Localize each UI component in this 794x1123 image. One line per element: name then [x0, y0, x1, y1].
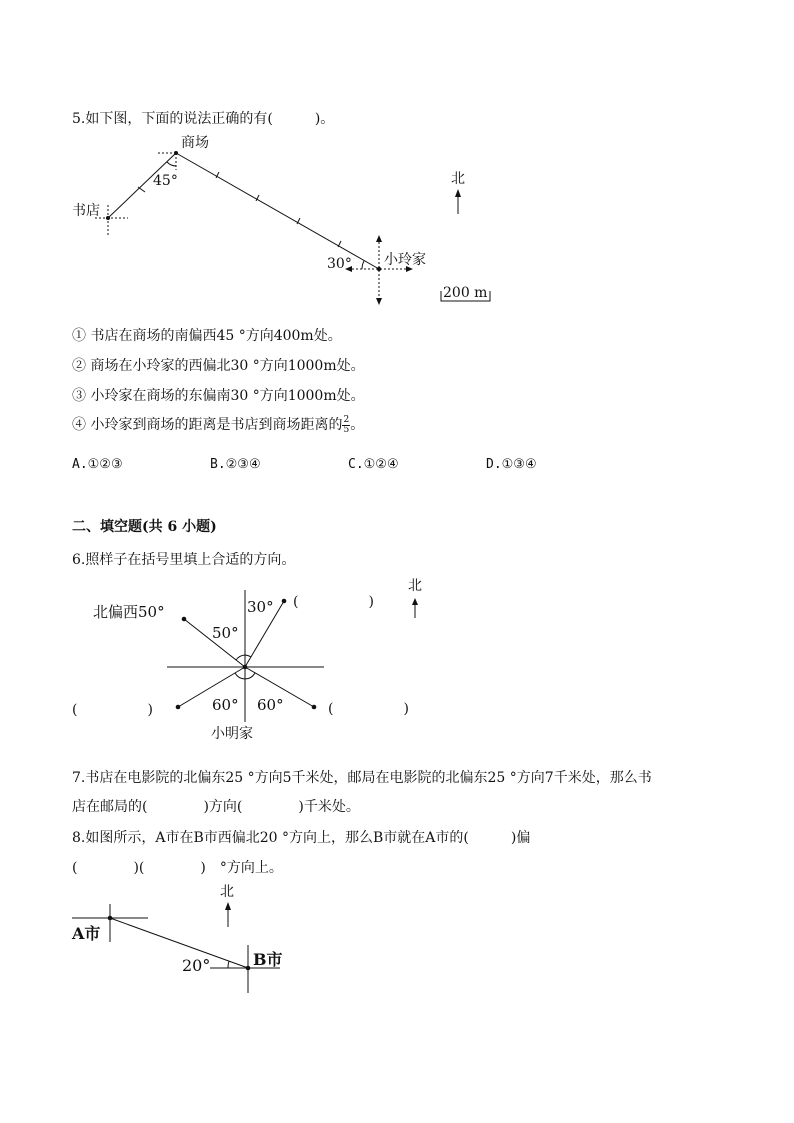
home-label: 小玲家	[384, 252, 426, 268]
a-point	[108, 916, 113, 921]
q7-line-1: 7.书店在电影院的北偏东25 °方向5千米处，邮局在电影院的北偏东25 °方向7千米处，那么书	[72, 770, 652, 786]
q6-north-label: 北	[408, 578, 422, 594]
b-point	[246, 966, 251, 971]
answer-blank-se[interactable]: ( )	[328, 701, 409, 717]
q5-statement-2: ② 商场在小玲家的西偏北30 °方向1000m处。	[72, 358, 365, 374]
angle60-right-label: 60°	[257, 696, 284, 714]
fraction-denominator: 5	[343, 424, 350, 435]
a-b-line	[110, 918, 248, 968]
q5-option-b[interactable]: B.②③④	[210, 457, 261, 472]
q5-statement-3: ③ 小玲家在商场的东偏南30 °方向1000m处。	[72, 388, 365, 404]
q8-line-1: 8.如图所示，A市在B市西偏北20 °方向上，那么B市就在A市的( )偏	[72, 830, 531, 846]
q5-option-c[interactable]: C.①②④	[348, 457, 399, 472]
angle20-arc	[228, 961, 229, 968]
angle50-label: 50°	[212, 624, 239, 642]
angle20-label: 20°	[182, 956, 211, 975]
q8-north-arrow-icon	[225, 902, 231, 910]
angle30-label: 30°	[247, 598, 274, 616]
q5-statement-1: ① 书店在商场的南偏西45 °方向400m处。	[72, 328, 342, 344]
mall-label: 商场	[181, 135, 209, 151]
q8-line-2: ( )( ) °方向上。	[72, 860, 283, 876]
answer-blank-sw[interactable]: ( )	[72, 702, 153, 718]
q8-north-label: 北	[220, 884, 234, 900]
q6-stem: 6.照样子在括号里填上合适的方向。	[72, 552, 296, 568]
angle30-label: 30°	[327, 256, 352, 272]
q7-line-2: 店在邮局的( )方向( )千米处。	[72, 799, 360, 815]
north-label: 北	[451, 171, 465, 187]
bookstore-label: 书店	[72, 203, 100, 219]
center-label: 小明家	[211, 726, 253, 742]
scale-label: 200 m	[443, 285, 488, 301]
q5-statement-4-end: 。	[350, 417, 365, 433]
example-direction-label: 北偏西50°	[93, 603, 165, 621]
answer-blank-ne[interactable]: ( )	[293, 594, 374, 610]
angle45-label: 45°	[153, 173, 178, 189]
q5-stem: 5.如下图，下面的说法正确的有( )。	[72, 111, 335, 127]
section-heading: 二、填空题(共 6 小题)	[72, 519, 217, 535]
a-city-label: A市	[72, 924, 101, 943]
q5-option-d[interactable]: D.①③④	[486, 457, 537, 472]
q5-option-a[interactable]: A.①②③	[72, 457, 123, 472]
fraction-numerator: 2	[343, 414, 350, 425]
q5-statement-4-text: ④ 小玲家到商场的距离是书店到商场距离的	[72, 417, 343, 433]
angle60-left-label: 60°	[212, 696, 239, 714]
b-city-label: B市	[253, 950, 283, 969]
